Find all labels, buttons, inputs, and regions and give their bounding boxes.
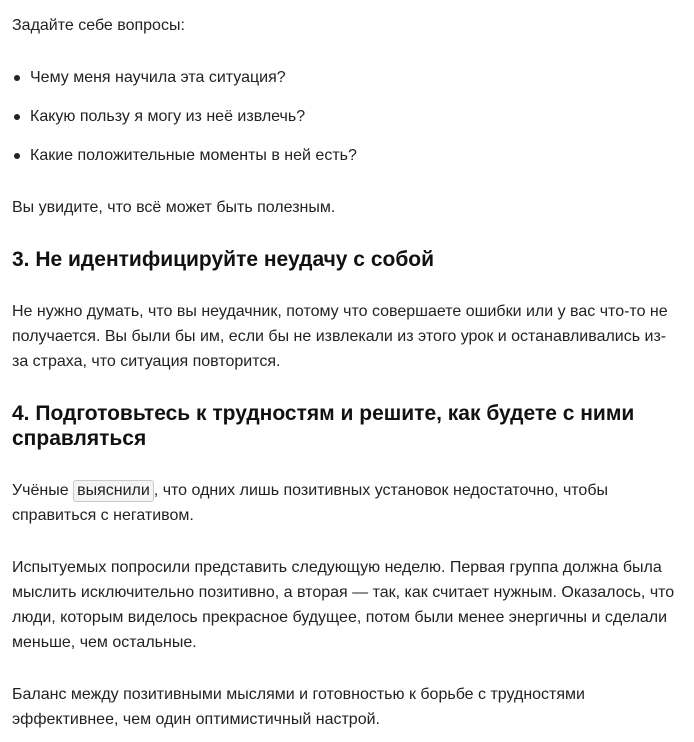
section-4-paragraph-1: [12, 478, 682, 528]
questions-list: [12, 65, 682, 168]
research-link[interactable]: выяснили: [73, 480, 154, 502]
section-3-paragraph: Не нужно думать, что вы неудачник, потому что совершаете ошибки или у вас что-то не получается. Вы были бы им, если бы не извлекали из этого урок и останавливались из-за страха, что ситуация повторится.: [12, 303, 668, 370]
section-4-paragraph-3: Баланс между позитивными мыслями и готовностью к борьбе с трудностями эффективнее, чем один оптимистичный настрой.: [12, 686, 585, 728]
section-4-paragraph-2: Испытуемых попросили представить следующую неделю. Первая группа должна была мыслить исключительно позитивно, а вторая — так, как считает нужным. Оказалось, что люди, которым виделось прекрасное будущее, потом были менее энергичны и сделали меньше, чем остальные.: [12, 559, 675, 651]
section-4-heading: 4. Подготовьтесь к трудностям и решите, как будете с ними справляться: [12, 402, 635, 450]
intro-text: Задайте себе вопросы:: [12, 17, 185, 34]
section-3-heading: 3. Не идентифицируйте неудачу с собой: [12, 248, 435, 271]
list-item: Чему меня научила эта ситуация?: [12, 65, 682, 90]
list-item: Какие положительные моменты в ней есть?: [12, 143, 682, 168]
list-item: Какую пользу я могу из неё извлечь?: [12, 104, 682, 129]
paragraph-text: Учёные: [12, 482, 74, 499]
conclusion-text: Вы увидите, что всё может быть полезным.: [12, 199, 336, 216]
paragraph-text: , что одних лишь позитивных установок недостаточно, чтобы справиться с негативом.: [12, 482, 608, 524]
